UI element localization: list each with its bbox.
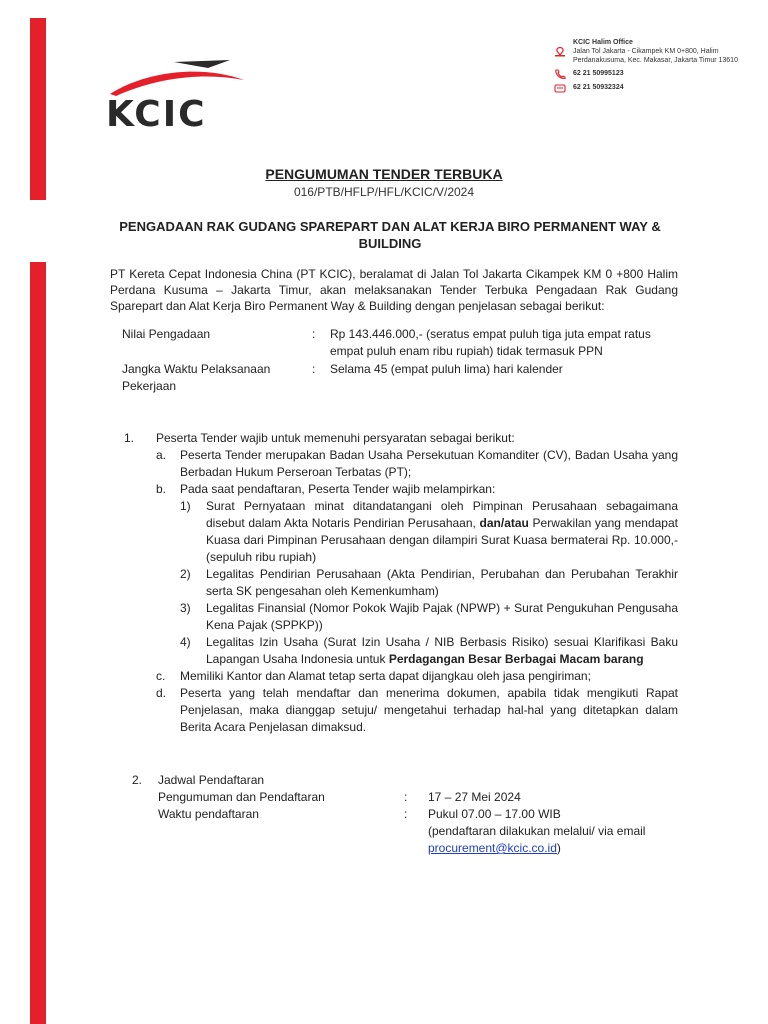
left-red-bar-bottom — [30, 262, 46, 1024]
schedule-value-block — [428, 806, 658, 857]
office-fax: 62 21 50932324 — [573, 84, 624, 91]
list-marker: b. — [156, 482, 167, 496]
list-number: 1. — [124, 431, 135, 445]
list-item — [180, 498, 678, 566]
list-marker: c. — [156, 669, 166, 683]
detail-row-duration — [122, 361, 682, 395]
list-text-bold: dan/atau — [479, 516, 529, 530]
office-address-row — [554, 47, 754, 65]
fax-icon — [554, 83, 566, 93]
schedule-row — [132, 806, 692, 857]
reference-number: 016/PTB/HFLP/HFL/KCIC/V/2024 — [293, 185, 475, 199]
procurement-email-link[interactable]: procurement@kcic.co.id — [428, 841, 557, 855]
logo-text: KCIC — [106, 94, 207, 130]
detail-value: Selama 45 (empat puluh lima) hari kalender — [330, 362, 563, 376]
schedule-label: Pengumuman dan Pendaftaran — [158, 790, 325, 804]
phone-icon — [554, 69, 566, 79]
schedule-heading: Jadwal Pendaftaran — [158, 773, 265, 787]
list-item — [180, 634, 678, 668]
office-fax-row — [554, 83, 754, 93]
office-name: KCIC Halim Office — [573, 39, 633, 46]
list-marker: 4) — [180, 635, 191, 649]
list-item — [124, 430, 678, 447]
list-text-part: Surat Pernyataan minat ditandatangani oleh Pimpinan Perusahaan sebagaimana disebut dalam Akta Notaris Pendirian Perusahaan, — [206, 499, 678, 530]
office-info — [554, 38, 754, 96]
registration-note-close: ) — [556, 841, 561, 855]
list-heading: Peserta Tender wajib untuk memenuhi persyaratan sebagai berikut: — [156, 431, 515, 445]
list-text — [206, 498, 678, 566]
list-item — [156, 447, 678, 481]
schedule-row — [132, 789, 692, 806]
list-item — [156, 668, 678, 685]
list-text: Legalitas Finansial (Nomor Pokok Wajib Pajak (NPWP) + Surat Pengukuhan Pengusaha Kena Pajak (SPPKP)) — [206, 601, 678, 632]
schedule-separator: : — [404, 790, 408, 804]
list-text — [206, 634, 678, 668]
kcic-logo — [104, 58, 252, 130]
list-text-bold: Perdagangan Besar Berbagai Macam barang — [388, 652, 644, 666]
requirements-list — [124, 430, 678, 736]
schedule-value: Pukul 07.00 – 17.00 WIB — [428, 807, 561, 821]
schedule-heading-row — [132, 772, 692, 789]
schedule-separator: : — [404, 807, 408, 821]
registration-note-text: (pendaftaran dilakukan melalui/ via email — [428, 824, 646, 838]
list-text-part: Legalitas Izin Usaha (Surat Izin Usaha / NIB Berbasis Risiko) sesuai Klarifikasi Baku Lapangan Usaha Indonesia untuk — [206, 635, 678, 666]
office-phone-row — [554, 69, 754, 79]
schedule-value: 17 – 27 Mei 2024 — [428, 790, 521, 804]
registration-note — [428, 823, 658, 857]
office-address: Jalan Tol Jakarta - Cikampek KM 0+800, Halim Perdanakusuma, Kec. Makasar, Jakarta Timur 13610 — [573, 48, 738, 64]
document-title: PENGUMUMAN TENDER TERBUKA — [265, 166, 503, 182]
schedule-label: Waktu pendaftaran — [158, 807, 259, 821]
list-text: Memiliki Kantor dan Alamat tetap serta dapat dijangkau oleh jasa pengiriman; — [180, 669, 591, 683]
detail-label: Nilai Pengadaan — [122, 327, 211, 341]
list-marker: 2) — [180, 567, 191, 581]
detail-value: Rp 143.446.000,- (seratus empat puluh tiga juta empat ratus empat puluh enam ribu rupiah) tidak termasuk PPN — [330, 327, 651, 358]
detail-row-value — [122, 326, 682, 360]
intro-paragraph: PT Kereta Cepat Indonesia China (PT KCIC), beralamat di Jalan Tol Jakarta Cikampek KM 0 +800 Halim Perdana Kusuma – Jakarta Timur, akan melaksanakan Tender Terbuka Pengadaan Rak Gudang Sparepart dan Alat Kerja Biro Permanent Way & Building dengan penjelasan sebagai berikut: — [110, 267, 678, 313]
list-marker: d. — [156, 686, 167, 700]
location-icon — [554, 47, 566, 57]
list-item — [156, 481, 678, 498]
detail-separator: : — [312, 362, 316, 376]
list-marker: a. — [156, 448, 167, 462]
tender-subject: PENGADAAN RAK GUDANG SPAREPART DAN ALAT KERJA BIRO PERMANENT WAY & BUILDING — [119, 219, 661, 251]
list-text: Legalitas Pendirian Perusahaan (Akta Pendirian, Perubahan dan Perubahan Terakhir serta SK pengesahan oleh Kemenkumham) — [206, 567, 678, 598]
list-marker: 1) — [180, 499, 191, 513]
registration-schedule — [132, 772, 692, 857]
office-phone: 62 21 50995123 — [573, 70, 624, 77]
detail-label: Jangka Waktu Pelaksanaan Pekerjaan — [122, 362, 271, 393]
list-item — [156, 685, 678, 736]
list-item — [180, 566, 678, 600]
list-text-part: Perwakilan yang mendapat Kuasa dari Pimpinan Perusahaan dengan dilampiri Surat Kuasa bermaterai Rp. 10.000,- (sepuluh ribu rupiah) — [206, 516, 678, 564]
detail-separator: : — [312, 327, 316, 341]
list-number: 2. — [132, 773, 143, 787]
list-text: Pada saat pendaftaran, Peserta Tender wajib melampirkan: — [180, 482, 496, 496]
list-text: Peserta Tender merupakan Badan Usaha Persekutuan Komanditer (CV), Badan Usaha yang Berbadan Hukum Perseroan Terbatas (PT); — [180, 448, 678, 479]
list-text: Peserta yang telah mendaftar dan menerima dokumen, apabila tidak mengikuti Rapat Penjelasan, maka dianggap setuju/ mengetahui terhadap hal-hal yang ditetapkan dalam Berita Acara Penjelasan dimaksud. — [180, 686, 678, 734]
list-marker: 3) — [180, 601, 191, 615]
list-item — [180, 600, 678, 634]
